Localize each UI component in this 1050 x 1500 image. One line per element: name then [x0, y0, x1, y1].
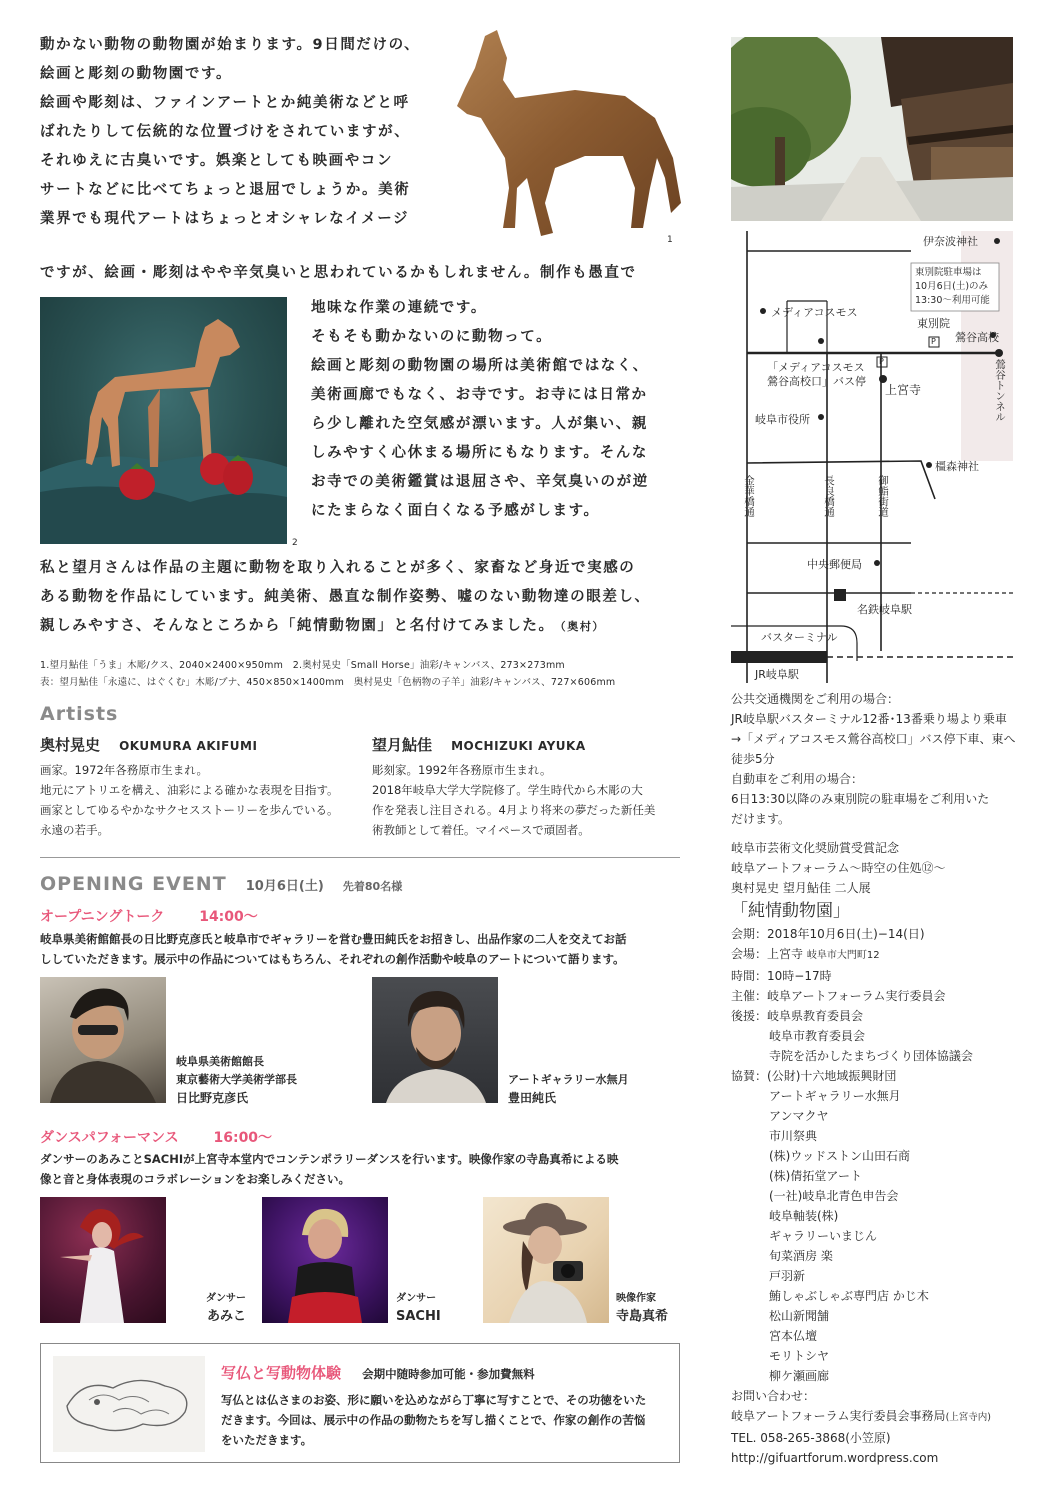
guest-photo-hibino — [40, 977, 166, 1103]
sponsor-label: 協賛： — [731, 1069, 768, 1083]
sponsor-item: (公財)十六地域振興財団 — [767, 1069, 897, 1083]
map-label: 御鮨街道 — [877, 475, 889, 517]
intro-line: 絵画と彫刻の動物園です。 — [40, 66, 233, 82]
bio-line: 画家。1972年各務原市生まれ。 — [40, 763, 208, 777]
guest-caption-toyoda — [508, 1071, 629, 1107]
contact-org — [731, 1406, 991, 1428]
guest-title: 東京藝術大学美術学部長 — [176, 1073, 297, 1086]
sponsor-item: 戸羽新 — [769, 1269, 806, 1283]
bio-line: 彫刻家。1992年各務原市生まれ。 — [372, 763, 552, 777]
support-label: 後援： — [731, 1009, 768, 1023]
desc-line: ダンサーのあみことSACHIが上宮寺本堂内でコンテンポラリーダンスを行います。映像作家の寺島真希による映 — [40, 1152, 619, 1166]
intro-line: ばれたりして伝統的な位置づけをされていますが、 — [40, 124, 411, 140]
artists-heading: Artists — [40, 703, 119, 725]
access-line: 6日13:30以降のみ東別院の駐車場をご利用いた — [731, 792, 990, 806]
desc-line: 像と音と身体表現のコラボレーションをお楽しみください。 — [40, 1172, 351, 1186]
venue-name: 会場：上宮寺 — [731, 947, 804, 961]
info-subtitle: 奥村晃史 望月鮎佳 二人展 — [731, 881, 871, 895]
workshop-description — [221, 1390, 646, 1450]
info-organizer: 主催：岐阜アートフォーラム実行委員会 — [731, 989, 946, 1003]
intro-line: お寺での美術鑑賞は退屈さや、辛気臭いのが逆 — [311, 474, 649, 490]
sponsor-item: (一社)岐阜北青色申告会 — [769, 1189, 899, 1203]
event-header — [40, 873, 402, 895]
sponsor-item: アートギャラリー水無月 — [769, 1089, 901, 1103]
map-label: 中央郵便局 — [807, 558, 862, 571]
event-heading: OPENING EVENT — [40, 873, 227, 895]
map-parking-note — [915, 266, 990, 308]
sponsor-item: (株)ウッドストン山田石商 — [769, 1149, 911, 1163]
photo-number: 2 — [292, 538, 298, 548]
bio-line: 永遠の若手。 — [40, 823, 109, 837]
map-label: 長良橋通 — [823, 475, 835, 517]
intro-line: ら少し離れた空気感が漂います。人が集い、親 — [311, 416, 648, 432]
busstop-line: 鶯谷高校口」バス停 — [767, 375, 866, 388]
desc-line: だきます。今回は、展示中の作品の動物たちを写し描くことで、作家の創作の苦悩 — [221, 1413, 646, 1427]
performer-caption-amiko — [176, 1290, 246, 1326]
intro-line: 私と望月さんは作品の主題に動物を取り入れることが多く、家畜など身近で実感の — [40, 560, 636, 576]
sponsor-item: 宮本仏壇 — [769, 1329, 818, 1343]
sponsor-item: 旬菜酒房 楽 — [769, 1249, 833, 1263]
dance-time: 16:00〜 — [213, 1130, 273, 1146]
credit-line: 表：望月鮎佳「永遠に、はぐくむ」木彫/ブナ、450×850×1400mm 奥村晃史「色柄物の子羊」油彩/キャンバス、727×606mm — [40, 677, 616, 688]
workshop-note: 会期中随時参加可能・参加費無料 — [362, 1367, 535, 1381]
artist-mochizuki — [372, 734, 586, 755]
dragon-sketch-image — [53, 1356, 205, 1452]
support-item: 岐阜市教育委員会 — [769, 1029, 866, 1043]
performer-photo-sachi — [262, 1197, 388, 1323]
support-item: 寺院を活かしたまちづくり団体協議会 — [769, 1049, 973, 1063]
talk-description — [40, 929, 627, 969]
intro-line: 親しみやすさ、そんなところから「純情動物園」と名付けてみました。 — [40, 618, 555, 634]
artist-name-en: MOCHIZUKI AYUKA — [451, 739, 586, 753]
map-label: 鶯谷高校 — [955, 331, 999, 344]
performer-name: SACHI — [396, 1309, 441, 1324]
venue-address: 岐阜市大門町12 — [806, 950, 880, 961]
performer-name: 寺島真希 — [616, 1309, 669, 1324]
bio-line: 2018年岐阜大学大学院修了。学生時代から木彫の大 — [372, 783, 643, 797]
artist-name-jp: 望月鮎佳 — [372, 736, 433, 754]
parking-line: 10月6日(土)のみ — [915, 281, 989, 292]
support-item: 岐阜県教育委員会 — [767, 1009, 864, 1023]
performer-caption-terashima — [616, 1290, 668, 1326]
sponsor-item: アンマクヤ — [769, 1109, 829, 1123]
sponsor-item: (株)倩拓堂アート — [769, 1169, 863, 1183]
performer-role: 映像作家 — [616, 1293, 656, 1304]
intro-bottom-lines — [40, 554, 651, 641]
divider — [40, 857, 680, 858]
desc-line: をいただきます。 — [221, 1433, 313, 1447]
intro-line: 業界でも現代アートはちょっとオシャレなイメージ — [40, 211, 410, 227]
map-label: 鶯谷トンネル — [994, 359, 1006, 422]
intro-top-lines — [40, 31, 420, 234]
temple-photo — [731, 37, 1013, 221]
intro-line: ある動物を作品にしています。純美術、愚直な制作姿勢、嘘のない動物達の眼差し、 — [40, 589, 651, 605]
bio-line: 画家としてゆるやかなサクセスストーリーを歩んでいる。 — [40, 803, 339, 817]
exhibition-title: 「純情動物園」 — [731, 901, 850, 921]
map-label: 名鉄岐阜駅 — [857, 603, 912, 616]
dance-title: ダンスパフォーマンス — [40, 1130, 179, 1146]
small-horse-painting — [40, 297, 287, 544]
contact-url[interactable]: http://gifuartforum.wordpress.com — [731, 1451, 939, 1465]
performer-photo-terashima — [483, 1197, 609, 1323]
performer-role: ダンサー — [205, 1293, 246, 1304]
intro-line: 絵画や彫刻は、ファインアートとか純美術などと呼 — [40, 95, 410, 111]
artist-name-jp: 奥村晃史 — [40, 736, 101, 754]
map-busstop-label — [767, 361, 866, 389]
intro-line: サートなどに比べてちょっと退屈でしょうか。美術 — [40, 182, 411, 198]
guest-name: 豊田純氏 — [508, 1091, 557, 1105]
performer-caption-sachi — [396, 1290, 441, 1326]
intro-line: 地味な作業の連続です。 — [311, 300, 487, 316]
parking-icon: P — [879, 357, 884, 366]
performer-name: あみこ — [206, 1309, 246, 1324]
talk-time: 14:00〜 — [199, 909, 258, 925]
intro-line: 動かない動物の動物園が始まります。9日間だけの、 — [40, 37, 421, 53]
signature: （奥村） — [554, 620, 606, 633]
bio-line: 地元にアトリエを構え、油彩による確かな表現を目指す。 — [40, 783, 339, 797]
sponsor-item: 市川祭典 — [769, 1129, 818, 1143]
talk-header — [40, 906, 258, 926]
dance-header — [40, 1127, 272, 1147]
info-subtitle: 岐阜アートフォーラム〜時空の住処⑫〜 — [731, 861, 946, 875]
sponsor-item: 松山新聞舗 — [769, 1309, 830, 1323]
intro-line: ですが、絵画・彫刻はやや辛気臭いと思われているかもしれません。制作も愚直で — [40, 265, 637, 281]
map-label-jyoguji: 上宮寺 — [885, 383, 922, 397]
map-label: 金華橋通 — [743, 475, 755, 517]
guest-title: アートギャラリー水無月 — [508, 1073, 629, 1086]
contact-tel: TEL. 058-265-3868(小笠原) — [731, 1431, 891, 1445]
event-date: 10月6日(土) — [245, 879, 324, 894]
map-label: 伊奈波神社 — [923, 235, 978, 248]
intro-line: 絵画と彫刻の動物園の場所は美術館ではなく、 — [311, 358, 649, 374]
guest-photo-toyoda — [372, 977, 498, 1103]
contact-org-name: 岐阜アートフォーラム実行委員会事務局 — [731, 1409, 946, 1423]
parking-line: 東別院駐車場は — [915, 267, 982, 278]
contact-label: お問い合わせ： — [731, 1389, 816, 1403]
credit-line: 1.望月鮎佳「うま」木彫/クス、2040×2400×950mm 2.奥村晃史「Small Horse」油彩/キャンバス、273×273mm — [40, 660, 565, 671]
guest-caption-hibino — [176, 1053, 297, 1107]
workshop-title: 写仏と写動物体験 — [221, 1364, 342, 1382]
dance-description — [40, 1149, 618, 1189]
access-line: →「メディアコスモス鶯谷高校口」バス停下車、東へ — [731, 732, 1016, 746]
map-label: 橿森神社 — [935, 460, 979, 473]
info-sponsors — [731, 1066, 991, 1086]
access-line: だけます。 — [731, 812, 791, 826]
sponsor-item: ギャラリーいまじん — [769, 1229, 878, 1243]
intro-line: にたまらなく面白くなる予感がします。 — [311, 503, 600, 519]
artist-okumura — [40, 734, 257, 755]
parking-icon: P — [931, 337, 936, 346]
desc-line: 写仏とは仏さまのお姿、形に願いを込めながら丁寧に写すことで、その功徳をいた — [221, 1393, 647, 1407]
performer-role: ダンサー — [396, 1293, 437, 1304]
artist-bio — [40, 760, 339, 840]
talk-title: オープニングトーク — [40, 909, 165, 925]
intro-line: そもそも動かないのに動物って。 — [311, 329, 553, 345]
performer-photo-amiko — [40, 1197, 166, 1323]
info-period: 会期：2018年10月6日(土)−14(日) — [731, 927, 925, 941]
desc-line: ししていただきます。展示中の作品についてはもちろん、それぞれの創作活動や岐阜のアートについて語ります。 — [40, 952, 625, 966]
map-label: 東別院 — [917, 317, 950, 330]
intro-line: しみやすく心休まる場所にもなります。そんな — [311, 445, 648, 461]
workshop-box — [40, 1343, 680, 1463]
access-map — [731, 231, 1013, 683]
sponsor-item: 鮪しゃぶしゃぶ専門店 かじ木 — [769, 1289, 929, 1303]
map-label: メディアコスモス — [771, 306, 858, 319]
sponsor-item: 柳ケ瀬画廊 — [769, 1369, 830, 1383]
desc-line: 岐阜県美術館館長の日比野克彦氏と岐阜市でギャラリーを営む豊田純氏をお招きし、出品作家の二人を交えてお話 — [40, 932, 627, 946]
access-line: 公共交通機関をご利用の場合： — [731, 692, 900, 706]
map-label: JR岐阜駅 — [755, 668, 799, 681]
map-label: バスターミナル — [761, 631, 838, 644]
info-venue — [731, 944, 991, 966]
sponsor-list — [731, 1086, 991, 1386]
access-line: 自動車をご利用の場合： — [731, 772, 864, 786]
access-line: JR岐阜駅バスターミナル12番･13番乗り場より乗車 — [731, 712, 1007, 726]
guest-name: 日比野克彦氏 — [176, 1091, 249, 1105]
bio-line: 術教師として着任。マイペースで頑固者。 — [372, 823, 590, 837]
artist-bio — [372, 760, 655, 840]
busstop-line: 「メディアコスモス — [767, 361, 865, 374]
info-subtitle: 岐阜市芸術文化奨励賞受賞記念 — [731, 841, 900, 855]
info-hours: 時間：10時−17時 — [731, 969, 832, 983]
exhibition-info — [731, 838, 991, 1468]
guest-title: 岐阜県美術館館長 — [176, 1055, 264, 1068]
parking-line: 13:30〜利用可能 — [915, 295, 990, 306]
info-support — [731, 1006, 991, 1026]
map-label: 岐阜市役所 — [755, 413, 810, 426]
bio-line: 作を発表し注目される。4月より将来の夢だった新任美 — [372, 803, 656, 817]
workshop-header — [221, 1362, 535, 1383]
sponsor-item: 岐阜軸装(株) — [769, 1209, 839, 1223]
sponsor-item: モリトシヤ — [769, 1349, 830, 1363]
event-limit: 先着80名様 — [342, 880, 403, 893]
access-line: 徒歩5分 — [731, 752, 775, 766]
contact-org-note: (上宮寺内) — [945, 1412, 991, 1423]
intro-line: 美術画廊でもなく、お寺です。お寺には日常か — [311, 387, 648, 403]
horse-sculpture-photo — [445, 28, 695, 243]
intro-line: それゆえに古臭いです。娯楽としても映画やコン — [40, 153, 394, 169]
photo-number: 1 — [667, 235, 673, 245]
intro-mid-lines — [311, 294, 649, 526]
artist-name-en: OKUMURA AKIFUMI — [119, 739, 258, 753]
access-info — [731, 689, 1016, 829]
